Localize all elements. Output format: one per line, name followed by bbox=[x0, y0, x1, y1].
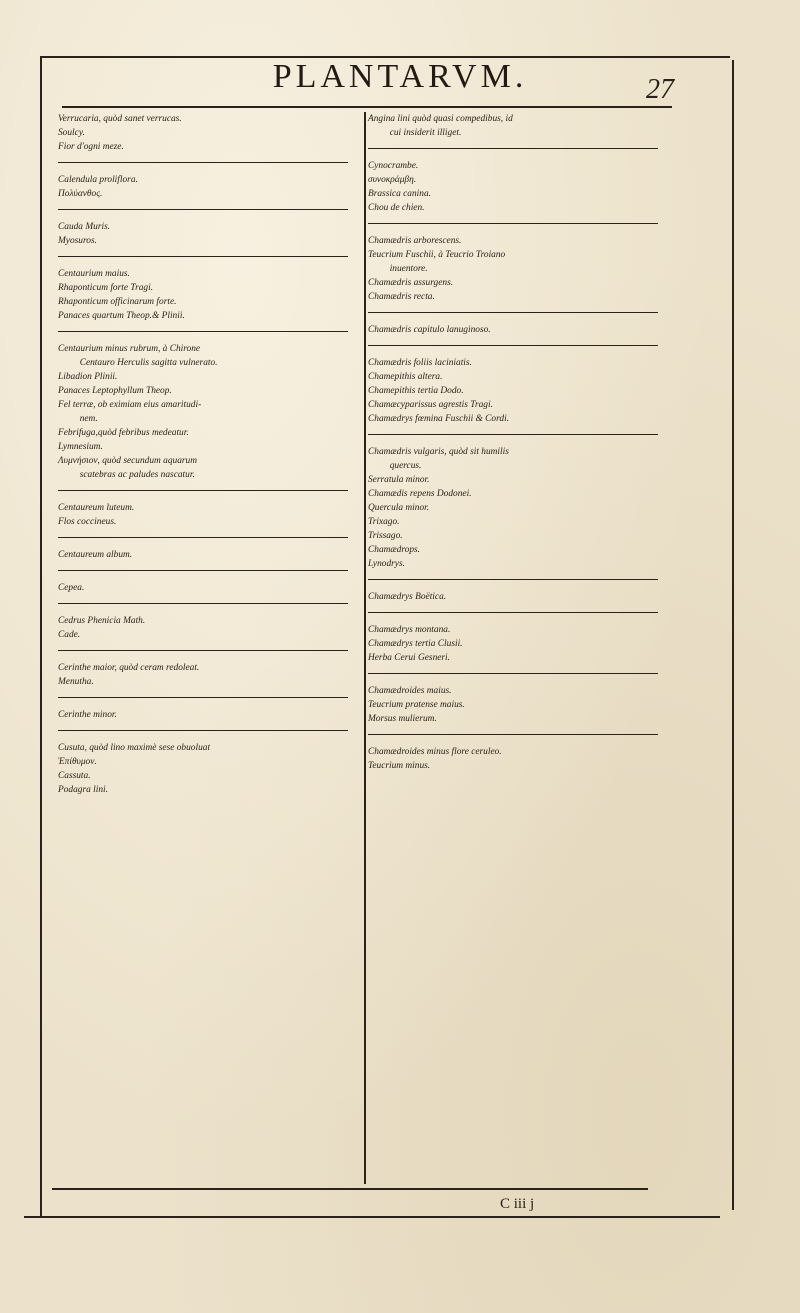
entry-separator bbox=[368, 148, 658, 149]
glossary-entry bbox=[58, 708, 358, 722]
glossary-entry bbox=[58, 342, 358, 482]
entry-line: Centauro Herculis sagitta vulnerato. bbox=[79, 358, 218, 368]
entry-separator bbox=[58, 537, 348, 538]
entry-line: Cerinthe maior, quòd ceram redoleat. bbox=[58, 663, 200, 673]
glossary-entry bbox=[368, 159, 668, 215]
entry-line: Chamædrys fœmina Fuschii & Cordi. bbox=[368, 414, 510, 424]
entry-line: Chamepithis altera. bbox=[368, 372, 443, 382]
entry-line: συνοκράμβη. bbox=[368, 175, 417, 185]
entry-line: Chou de chien. bbox=[368, 203, 425, 213]
entry-line: Fior d'ogni meze. bbox=[58, 142, 124, 152]
entry-line: Λυμνήσιον, quòd secundum aquarum bbox=[58, 456, 198, 466]
glossary-entry bbox=[368, 623, 668, 665]
entry-line: Teucrium minus. bbox=[368, 761, 431, 771]
glossary-entry bbox=[58, 220, 358, 248]
bottom-frame-rule bbox=[24, 1216, 720, 1218]
entry-line: Chamædroides maius. bbox=[368, 686, 452, 696]
entry-separator bbox=[368, 734, 658, 735]
entry-line: Soulcy. bbox=[58, 128, 85, 138]
entry-line: Centaurium minus rubrum, à Chirone bbox=[58, 344, 201, 354]
entry-line: Menutha. bbox=[58, 677, 94, 687]
left-column bbox=[58, 112, 358, 1192]
entry-separator bbox=[58, 730, 348, 731]
entry-line: Cerinthe minor. bbox=[58, 710, 117, 720]
entry-line: Lymnesium. bbox=[58, 442, 103, 452]
entry-line: Herba Cerui Gesneri. bbox=[368, 653, 451, 663]
glossary-entry bbox=[368, 356, 668, 426]
entry-separator bbox=[368, 345, 658, 346]
entry-line: Teucrium pratense maius. bbox=[368, 700, 465, 710]
entry-line: Libadion Plinii. bbox=[58, 372, 118, 382]
glossary-entry bbox=[368, 112, 668, 140]
entry-separator bbox=[368, 673, 658, 674]
entry-line: Centaureum luteum. bbox=[58, 503, 135, 513]
entry-line: Cedrus Phenicia Math. bbox=[58, 616, 146, 626]
page-number: 27 bbox=[646, 74, 674, 105]
entry-line: Chamædrys tertia Clusii. bbox=[368, 639, 463, 649]
entry-separator bbox=[58, 162, 348, 163]
entry-line: Quercula minor. bbox=[368, 503, 430, 513]
entry-line: cui insiderit illiget. bbox=[389, 128, 462, 138]
entry-separator bbox=[58, 650, 348, 651]
glossary-entry bbox=[58, 741, 358, 797]
entry-line: Rhaponticum forte Tragi. bbox=[58, 283, 154, 293]
entry-line: Chamædroides minus flore ceruleo. bbox=[368, 747, 502, 757]
entry-line: Chamædris recta. bbox=[368, 292, 435, 302]
entry-line: Centaurium maius. bbox=[58, 269, 130, 279]
entry-line: Teucrium Fuschii, à Teucrio Troiano bbox=[368, 250, 506, 260]
entry-line: Verrucaria, quòd sanet verrucas. bbox=[58, 114, 182, 124]
entry-line: Centaureum album. bbox=[58, 550, 133, 560]
header-underline bbox=[62, 106, 672, 108]
entry-line: Podagra lini. bbox=[58, 785, 108, 795]
entry-separator bbox=[58, 697, 348, 698]
entry-line: scatebras ac paludes nascatur. bbox=[79, 470, 195, 480]
glossary-entry bbox=[58, 501, 358, 529]
entry-line: Cusuta, quòd lino maximè sese obuoluat bbox=[58, 743, 211, 753]
entry-line: Chamædris arborescens. bbox=[368, 236, 462, 246]
left-frame-rule bbox=[40, 56, 42, 1216]
entry-line: Cauda Muris. bbox=[58, 222, 111, 232]
catchword: C iii j bbox=[500, 1196, 535, 1212]
entry-separator bbox=[58, 331, 348, 332]
entry-line: Chamæcyparissus agrestis Tragi. bbox=[368, 400, 493, 410]
entry-line: inuentore. bbox=[389, 264, 428, 274]
glossary-entry bbox=[58, 548, 358, 562]
column-divider bbox=[364, 112, 366, 1184]
entry-line: Fel terræ, ob eximiam eius amaritudi- bbox=[58, 400, 202, 410]
entry-line: Trissago. bbox=[368, 531, 403, 541]
entry-line: Chamædris vulgaris, quòd sit humilis bbox=[368, 447, 509, 457]
entry-separator bbox=[58, 256, 348, 257]
entry-line: Brassica canina. bbox=[368, 189, 432, 199]
entry-line: Morsus mulierum. bbox=[368, 714, 437, 724]
glossary-entry bbox=[368, 445, 668, 571]
entry-line: Chamædrys Boëtica. bbox=[368, 592, 447, 602]
entry-line: Serratula minor. bbox=[368, 475, 430, 485]
right-column bbox=[368, 112, 668, 1192]
glossary-entry bbox=[58, 112, 358, 154]
glossary-entry bbox=[58, 581, 358, 595]
entry-line: Calendula proliflora. bbox=[58, 175, 138, 185]
entry-separator bbox=[58, 603, 348, 604]
entry-line: Cepea. bbox=[58, 583, 85, 593]
entry-line: Chamædris foliis laciniatis. bbox=[368, 358, 472, 368]
glossary-entry bbox=[368, 684, 668, 726]
entry-separator bbox=[368, 579, 658, 580]
entry-separator bbox=[368, 434, 658, 435]
entry-line: Cade. bbox=[58, 630, 81, 640]
entry-line: Angina lini quòd quasi compedibus, id bbox=[368, 114, 513, 124]
entry-separator bbox=[368, 312, 658, 313]
entry-separator bbox=[58, 570, 348, 571]
entry-line: quercus. bbox=[389, 461, 422, 471]
glossary-entry bbox=[58, 173, 358, 201]
entry-line: Flos coccineus. bbox=[58, 517, 117, 527]
entry-line: Chamædis repens Dodonei. bbox=[368, 489, 472, 499]
entry-line: Panaces quartum Theop.& Plinii. bbox=[58, 311, 185, 321]
right-frame-rule bbox=[732, 60, 734, 1210]
entry-line: Chamepithis tertia Dodo. bbox=[368, 386, 464, 396]
glossary-entry bbox=[368, 745, 668, 773]
entry-separator bbox=[368, 223, 658, 224]
entry-line: Ἐπίθυμον. bbox=[58, 757, 97, 767]
entry-line: Chamædris assurgens. bbox=[368, 278, 454, 288]
glossary-entry bbox=[368, 590, 668, 604]
glossary-entry bbox=[368, 323, 668, 337]
entry-line: Panaces Leptophyllum Theop. bbox=[58, 386, 172, 396]
entry-line: Lynodrys. bbox=[368, 559, 405, 569]
glossary-entry bbox=[58, 267, 358, 323]
entry-line: nem. bbox=[79, 414, 98, 424]
glossary-entry bbox=[368, 234, 668, 304]
entry-line: Myosuros. bbox=[58, 236, 97, 246]
entry-line: Cynocrambe. bbox=[368, 161, 419, 171]
entry-line: Trixago. bbox=[368, 517, 400, 527]
entry-line: Cassuta. bbox=[58, 771, 91, 781]
glossary-entry bbox=[58, 614, 358, 642]
entry-separator bbox=[58, 490, 348, 491]
entry-line: Chamædrys montana. bbox=[368, 625, 451, 635]
entry-line: Πολύανθος. bbox=[58, 189, 103, 199]
entry-separator bbox=[58, 209, 348, 210]
page-header-title: PLANTARVM. bbox=[272, 58, 528, 95]
entry-line: Febrifuga,quòd febribus medeatur. bbox=[58, 428, 189, 438]
entry-line: Chamædrops. bbox=[368, 545, 421, 555]
glossary-entry bbox=[58, 661, 358, 689]
entry-line: Rhaponticum officinarum forte. bbox=[58, 297, 177, 307]
entry-line: Chamædris capitulo lanuginoso. bbox=[368, 325, 491, 335]
entry-separator bbox=[368, 612, 658, 613]
